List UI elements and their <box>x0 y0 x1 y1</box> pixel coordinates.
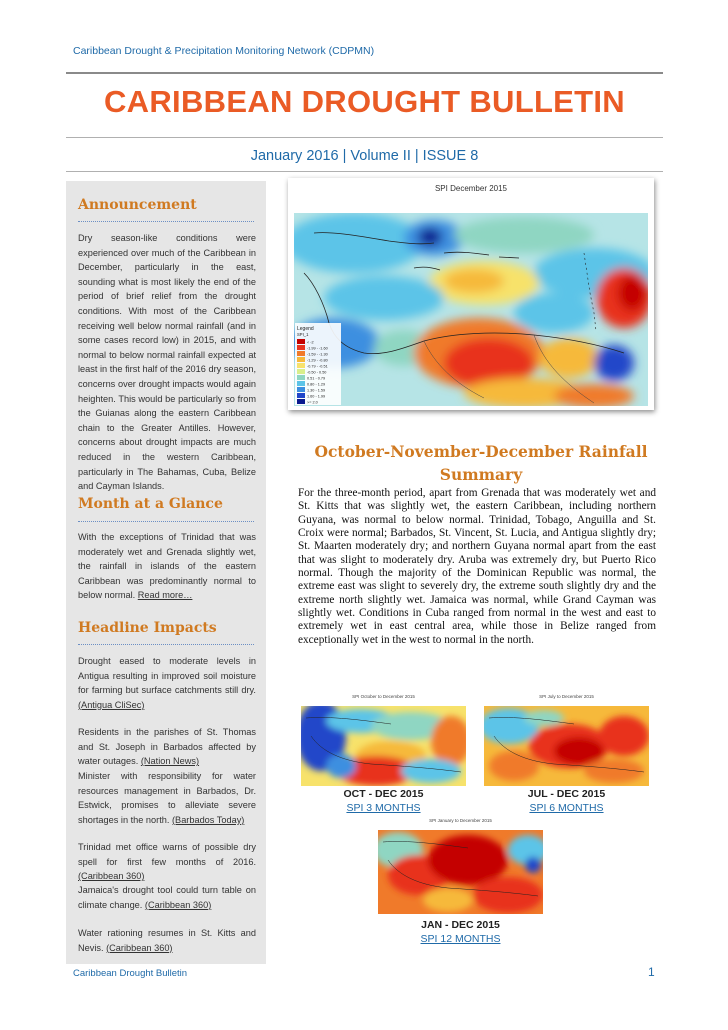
month-summary: With the exceptions of Trinidad that was moderately wet and Grenada slightly wet, the rainfall in islands of the eastern Caribbean was predominantly normal to below normal. <box>78 532 256 601</box>
source-link[interactable]: (Nation News) <box>140 756 200 767</box>
issue-rule <box>66 171 663 172</box>
impacts-heading: Headline Impacts <box>78 620 217 636</box>
spi-map <box>294 213 648 406</box>
impact-text: Trinidad met office warns of possible dry spell for first few months of 2016. <box>78 842 256 867</box>
map-caption: SPI December 2015 <box>434 184 508 193</box>
legend-subtitle: SPI_1 <box>297 332 309 337</box>
legend-label: -1.59 - -1.30 <box>307 352 328 357</box>
summary-text: For the three-month period, apart from Grenada that was moderately wet and St. Kitts that was slightly wet, the eastern Caribbean, including northern Guyana, was normal to below normal. Trinidad, Tobago, Anguilla and St. Croix were normal; Barbados, St. Vincent, St. Lucia, and Antigua slightly dry; St. Maarten moderately dry; and northern Guyana normal apart from the east that was slight to moderately dry. Aruba was extremely dry, but Puerto Rico normal. Though the majority of the Dominican Republic was normal, the extreme east was slight to severely dry, the extreme south slightly dry and the extreme north slightly wet. Jamaica was normal, while Grand Cayman was slightly wet. Conditions in Cuba ranged from normal in the west and east to extremely wet in east central area, while those in Belize ranged from exceptionally wet in the west to normal in the north. <box>298 487 656 646</box>
impact-text: Residents in the parishes of St. Thomas and St. Joseph in Barbados affected by water outages. <box>78 727 256 767</box>
legend-swatch <box>297 345 305 350</box>
legend-label: >= 2.0 <box>307 400 318 405</box>
map-legend <box>295 323 341 405</box>
bulletin-title: CARIBBEAN DROUGHT BULLETIN <box>104 84 625 119</box>
legend-swatch <box>297 351 305 356</box>
legend-label: 1.30 - 1.59 <box>307 388 326 393</box>
impact-item <box>78 725 256 769</box>
legend-swatch <box>297 357 305 362</box>
source-link[interactable]: (Antigua CliSec) <box>78 699 145 710</box>
mini-caption: SPI January to December 2015 <box>429 818 492 823</box>
legend-label: < -2 <box>307 340 314 345</box>
legend-label: 0.80 - 1.29 <box>307 382 326 387</box>
spi-map-figure <box>288 178 654 410</box>
summary-heading: October-November-December Rainfall Summary <box>314 442 648 484</box>
legend-swatch <box>297 393 305 398</box>
source-link[interactable]: (Caribbean 360) <box>106 942 173 953</box>
sidebar <box>66 181 266 964</box>
impact-item <box>78 769 256 827</box>
dotted-divider <box>78 221 254 222</box>
mini-link[interactable]: SPI 6 MONTHS <box>529 802 604 814</box>
spi-3-month-figure <box>301 692 466 787</box>
impact-item <box>78 926 256 955</box>
source-link[interactable]: (Caribbean 360) <box>144 899 212 910</box>
mini-label: OCT - DEC 2015 <box>343 788 424 800</box>
legend-label: -0.50 - 0.50 <box>307 370 327 375</box>
legend-swatch <box>297 375 305 380</box>
legend-swatch <box>297 387 305 392</box>
legend-label: 1.60 - 1.99 <box>307 394 326 399</box>
mini-label: JAN - DEC 2015 <box>421 919 500 931</box>
impact-text: Water rationing resumes in St. Kitts and Nevis. <box>78 928 256 953</box>
impact-text: Jamaica's drought tool could turn table on climate change. <box>78 885 256 910</box>
spi-12-month-map <box>378 830 543 914</box>
legend-label: -0.79 - -0.51 <box>307 364 328 369</box>
spi-12-month-figure <box>378 816 543 916</box>
legend-swatch <box>297 381 305 386</box>
legend-swatch <box>297 363 305 368</box>
legend-swatch <box>297 399 305 404</box>
impact-text: Minister with responsibility for water resources management in Barbados, Dr. Estwick, promises to alleviate severe shortages in the north. <box>78 771 256 825</box>
legend-label: -1.99 - -1.60 <box>307 346 328 351</box>
impact-item <box>78 883 256 912</box>
mini-label: JUL - DEC 2015 <box>527 788 606 800</box>
source-link[interactable]: (Barbados Today) <box>172 814 245 825</box>
network-name: Caribbean Drought & Precipitation Monitoring Network (CDPMN) <box>73 45 375 57</box>
title-rule <box>66 137 663 138</box>
mini-link[interactable]: SPI 12 MONTHS <box>420 933 501 945</box>
mini-caption: SPI October to December 2015 <box>352 694 415 699</box>
footer-title: Caribbean Drought Bulletin <box>73 968 188 979</box>
impact-item <box>78 840 256 884</box>
spi-6-month-figure <box>484 692 649 787</box>
impact-text: Drought eased to moderate levels in Antigua resulting in improved soil moisture for farming but surface catchments still dry. <box>78 656 256 696</box>
dotted-divider <box>78 521 254 522</box>
legend-swatch <box>297 339 305 344</box>
impact-item <box>78 654 256 712</box>
announcement-heading: Announcement <box>78 197 197 213</box>
source-link[interactable]: (Caribbean 360) <box>78 871 145 882</box>
mini-caption: SPI July to December 2015 <box>539 694 594 699</box>
mini-link[interactable]: SPI 3 MONTHS <box>346 802 421 814</box>
announcement-text: Dry season-like conditions were experienced over much of the Caribbean in December, particularly in the east, sounding what is most likely the end of the period of brief relief from the drought conditions. With most of the Caribbean receiving well below normal rainfall (and in some cases record low) in 2015, and with normal to below normal rainfall expected at least in the first half of the 2016 dry season, concerns over drought impacts would again heighten. This would be particularly so from the Guianas along the eastern Caribbean chain to the Greater Antilles. However, concerns about drought impacts are much reduced in the western Caribbean, particularly in The Bahamas, Cuba, Belize and Cayman Islands. <box>78 233 256 492</box>
legend-title: Legend <box>297 326 314 332</box>
legend-swatch <box>297 369 305 374</box>
dotted-divider <box>78 644 254 645</box>
legend-label: -1.29 - -0.80 <box>307 358 328 363</box>
read-more-link[interactable]: Read more… <box>137 590 193 601</box>
month-heading: Month at a Glance <box>78 496 223 512</box>
spi-6-month-map <box>484 706 649 786</box>
top-rule <box>66 72 663 74</box>
spi-3-month-map <box>301 706 466 786</box>
legend-label: 0.51 - 0.79 <box>307 376 326 381</box>
issue-line: January 2016 | Volume II | ISSUE 8 <box>250 148 479 164</box>
page-number: 1 <box>648 965 655 979</box>
month-text <box>78 530 256 603</box>
